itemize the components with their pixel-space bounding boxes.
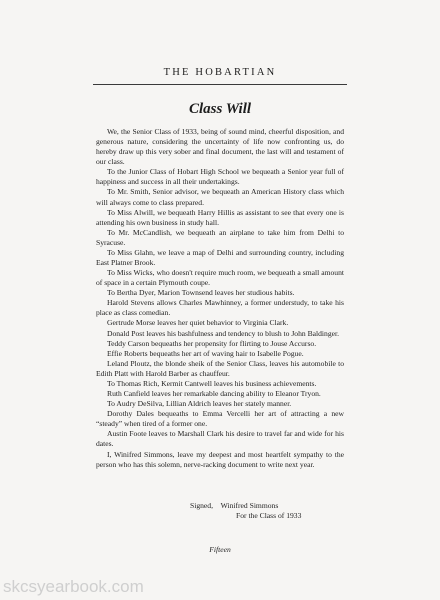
paragraph: Gertrude Morse leaves her quiet behavior to Virginia Clark. — [107, 318, 289, 328]
paragraph: Leland Ploutz, the blonde sheik of the Senior Class, leaves his automobile to Edith Platt with Harold Barber as chauffeur. — [96, 358, 344, 378]
signed-label: Signed, — [190, 501, 213, 510]
signature-line — [190, 501, 350, 511]
page-title: Class Will — [188, 101, 252, 117]
paragraph: Austin Foote leaves to Marshall Clark his desire to travel far and wide for his dates. — [96, 429, 344, 449]
paragraph: To Miss Glahn, we leave a map of Delhi and surrounding country, including East Platner Brook. — [96, 247, 344, 268]
paragraph: Teddy Carson bequeaths her propensity for flirting to Jouse Accurso. — [107, 338, 317, 348]
paragraph: To Mr. McCandlish, we bequeath an airplane to take him from Delhi to Syracuse. — [96, 227, 344, 247]
paragraph: Donald Post leaves his bashfulness and tendency to blush to John Baldinger. — [107, 328, 340, 338]
site-watermark: skcsyearbook.com — [3, 577, 144, 596]
paragraph: To Miss Alwill, we bequeath Harry Hillis as assistant to see that every one is attending his own business in study hall. — [96, 207, 344, 227]
paragraph: Harold Stevens allows Charles Mawhinney, a former understudy, to take his place as class comedian. — [96, 298, 344, 318]
paragraph: Effie Roberts bequeaths her art of waving hair to Isabelle Pogue. — [107, 348, 304, 358]
document-body — [96, 127, 344, 470]
signature-class-line: For the Class of 1933 — [236, 511, 302, 520]
paragraph: To Bertha Dyer, Marion Townsend leaves her studious habits. — [107, 288, 295, 298]
running-head: THE HOBARTIAN — [163, 67, 277, 78]
paragraph: Ruth Canfield leaves her remarkable dancing ability to Eleanor Tryon. — [107, 389, 321, 399]
header-rule — [93, 84, 347, 85]
paragraph: To Mr. Smith, Senior advisor, we bequeath an American History class which will always come to class prepared. — [96, 187, 344, 207]
paragraph: To Audry DeSilva, Lillian Aldrich leaves her stately manner. — [107, 399, 292, 409]
paragraph-preamble: We, the Senior Class of 1933, being of sound mind, cheerful disposition, and generous nature, considering the uncertainty of life now confronting us, do hereby draw up this very sober and final document, the last will and testament of our class. — [96, 127, 344, 167]
paragraph-closing: I, Winifred Simmons, leave my deepest and most heartfelt sympathy to the person who has this solemn, nerve-racking document to write next year. — [96, 449, 344, 469]
signer-name: Winifred Simmons — [220, 501, 279, 510]
paragraph: To the Junior Class of Hobart High School we bequeath a Senior year full of happiness and success in all their undertakings. — [96, 167, 344, 187]
paragraph: Dorothy Dales bequeaths to Emma Vercelli her art of attracting a new “steady” when tired of a former one. — [96, 409, 344, 429]
paragraph: To Thomas Rich, Kermit Cantwell leaves his business achievements. — [107, 378, 317, 388]
paragraph: To Miss Wicks, who doesn't require much room, we bequeath a small amount of space in a certain Plymouth coupe. — [96, 268, 344, 288]
page-number: Fifteen — [209, 545, 231, 554]
